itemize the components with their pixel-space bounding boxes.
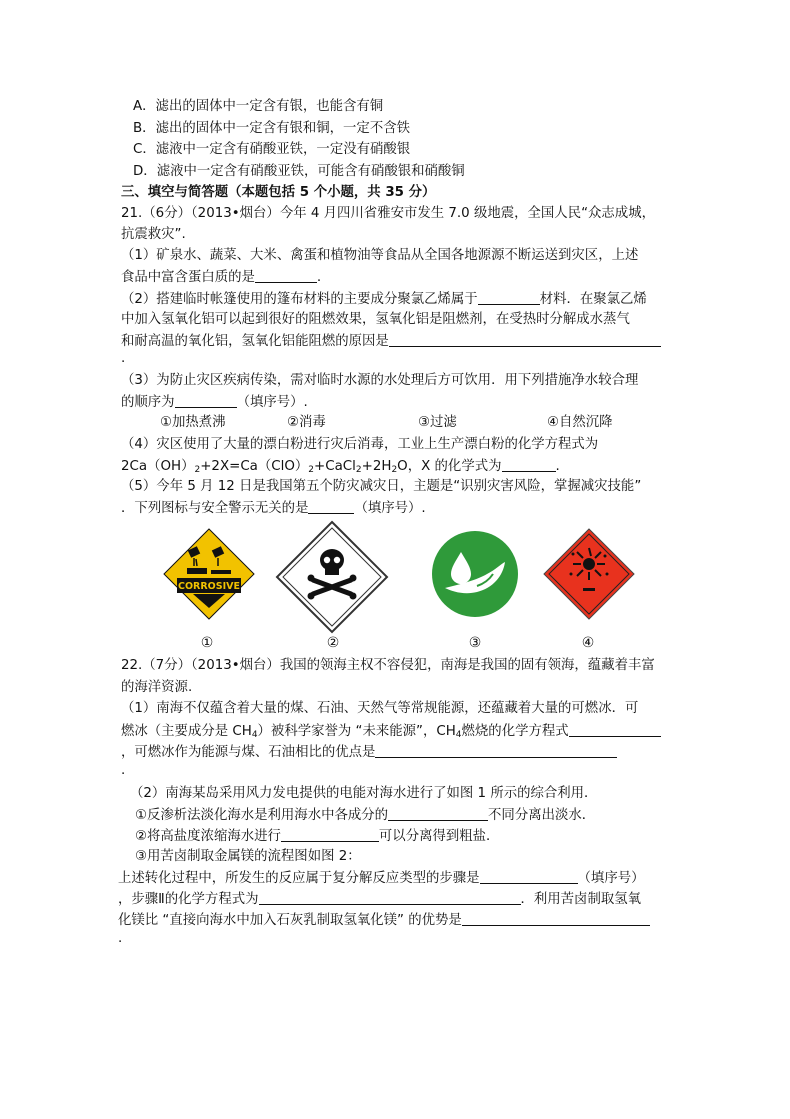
water-saving-icon [431,530,519,618]
q22-part2-line-1: （2）南海某岛采用风力发电提供的电能对海水进行了如图 1 所示的综合利用． [130,786,598,801]
q22-part1-line-4: . [121,763,126,778]
answer-blank[interactable] [480,869,578,884]
option-b: B．滤出的固体中一定含有银和铜，一定不含铁 [133,121,410,136]
toxic-hazard-icon [275,520,389,634]
answer-blank[interactable] [569,722,661,737]
option-a: A．滤出的固体中一定含有银，也能含有铜 [133,99,384,114]
q21-part5-line-1: （5）今年 5 月 12 日是我国第五个防灾减灾日，主题是“识别灾害风险，掌握减灾技能” [121,479,642,494]
q22-part1-line-2: 燃冰（主要成分是 $CH_4$）被科学家誉为 “未来能源”，$CH_4$燃烧的化学方程式 [121,722,661,740]
q21-part5-line-2: ．下列图标与安全警示无关的是 （填序号）. [121,501,426,516]
q21-part3-line-2: 的顺序为 （填序号）. [121,395,308,410]
q22-line-2: 的海洋资源. [121,680,193,695]
q21-part3-option-4: ④自然沉降 [547,415,613,430]
q22-step-line-1: 上述转化过程中，所发生的反应属于复分解反应类型的步骤是 （填序号） [118,871,645,886]
q21-part1-line-1: （1）矿泉水、蔬菜、大米、禽蛋和植物油等食品从全国各地源源不断运送到灾区，上述 [121,248,639,263]
q21-part2-line-2: 中加入氢氧化铝可以起到很好的阻燃效果，氢氧化铝是阻燃剂，在受热时分解成水蒸气 [121,312,630,327]
option-c: C．滤液中一定含有硝酸亚铁，一定没有硝酸银 [133,142,411,157]
answer-blank[interactable] [255,268,317,283]
q22-line-1: 22.（7分）（2013•烟台）我国的领海主权不容侵犯，南海是我国的固有领海，蕴藏着丰富 [121,658,655,673]
hazard-icons-row [0,518,790,658]
q21-part3-option-2: ②消毒 [287,415,326,430]
answer-blank[interactable] [478,290,540,305]
q21-part2-line-1: （2）搭建临时帐篷使用的篷布材料的主要成分聚氯乙烯属于 材料．在聚氯乙烯 [121,292,647,307]
q21-part2-line-3: 和耐高温的氧化铝，氢氧化铝能阻燃的原因是 [121,332,661,350]
icon-label-3: ③ [468,635,482,651]
q21-part4-equation: $2Ca(OH)_2+2X=Ca(ClO)_2+CaCl_2+2H_2O$，X 的化学式为 . [121,459,560,475]
q22-part2-item-2: ②将高盐度浓缩海水进行 可以分离得到粗盐． [135,829,500,844]
q21-part3-option-3: ③过滤 [418,415,457,430]
q22-step-line-2: ，步骤Ⅱ的化学方程式为 ．利用苦卤制取氢氧 [118,892,642,907]
q21-part3-option-1: ①加热煮沸 [160,415,226,430]
icon-label-4: ④ [581,635,595,651]
option-d: D．滤液中一定含有硝酸亚铁，可能含有硝酸银和硝酸铜 [133,164,465,179]
answer-blank[interactable] [389,332,661,347]
q21-line-1: 21.（6分）（2013•烟台）今年 4 月四川省雅安市发生 7.0 级地震，全国人民“众志成城， [121,206,655,221]
q21-part2-line-4: . [121,351,126,366]
section-heading: 三、填空与简答题（本题包括 5 个小题，共 35 分） [121,185,436,200]
svg-text:CORROSIVE: CORROSIVE [178,581,240,592]
icon-label-1: ① [200,635,214,651]
answer-blank[interactable] [502,457,556,472]
answer-blank[interactable] [308,499,354,514]
q22-part1-line-3: ，可燃冰作为能源与煤、石油相比的优点是 [121,743,617,761]
q22-step-line-4: . [118,931,123,946]
answer-blank[interactable] [175,393,237,408]
answer-blank[interactable] [281,827,379,842]
q21-part4-line-1: （4）灾区使用了大量的漂白粉进行灾后消毒，工业上生产漂白粉的化学方程式为 [121,437,599,452]
corrosive-hazard-icon [163,528,255,620]
answer-blank[interactable] [259,890,521,905]
q22-part2-item-1: ①反渗析法淡化海水是利用海水中各成分的 不同分离出淡水． [135,808,596,823]
q21-part1-line-2: 食品中富含蛋白质的是 . [121,270,322,285]
q22-part1-line-1: （1）南海不仅蕴含着大量的煤、石油、天然气等常规能源，还蕴藏着大量的可燃冰．可 [121,701,639,716]
q21-line-2: 抗震救灾”. [121,227,186,242]
q22-step-line-3: 化镁比 “直接向海水中加入石灰乳制取氢氧化镁” 的优势是 [118,911,650,929]
answer-blank[interactable] [375,743,617,758]
answer-blank[interactable] [388,806,488,821]
answer-blank[interactable] [462,911,650,926]
icon-label-2: ② [326,635,340,651]
q22-part2-item-3: ③用苦卤制取金属镁的流程图如图 2： [135,849,361,864]
explosive-hazard-icon [543,528,635,620]
q21-part3-line-1: （3）为防止灾区疾病传染，需对临时水源的水处理后方可饮用．用下列措施净水较合理 [121,373,639,388]
